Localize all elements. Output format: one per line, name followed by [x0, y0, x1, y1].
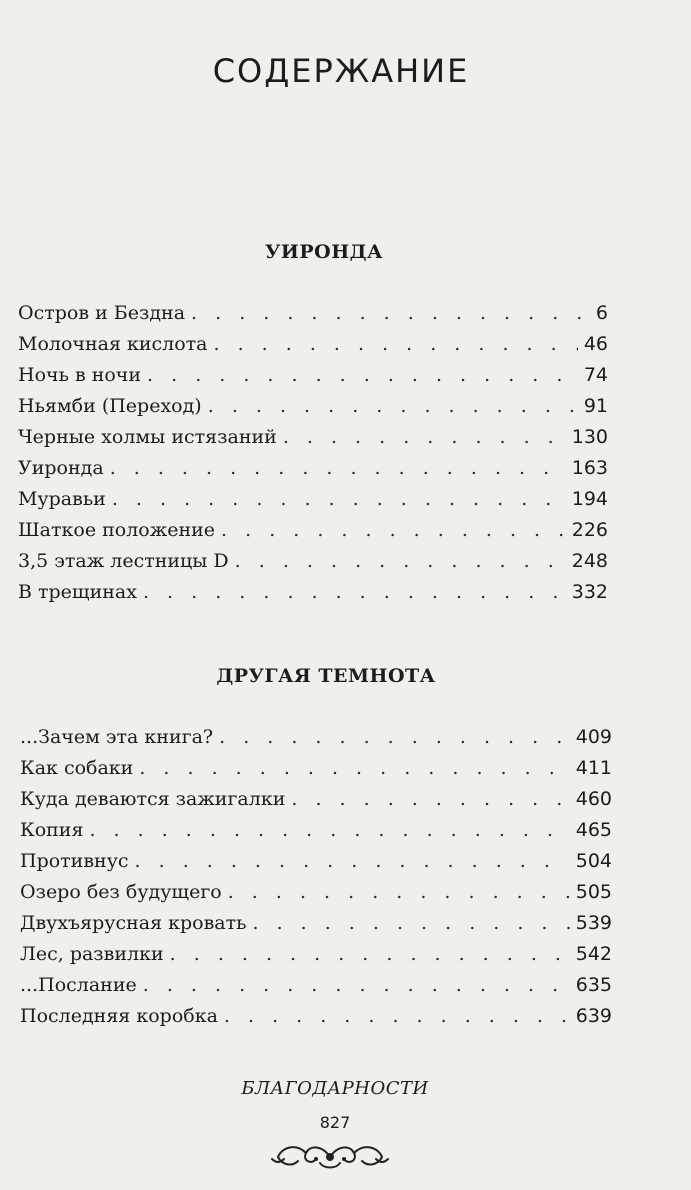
toc-entry-title: Как собаки: [20, 757, 134, 779]
leader-dots: [291, 784, 569, 815]
leader-dots: [110, 453, 566, 484]
toc-entry[interactable]: [20, 939, 612, 970]
toc-entry-title: Ньямби (Переход): [18, 395, 202, 417]
acknowledgements-page: 827: [319, 1113, 351, 1132]
toc-entry-page: 248: [571, 550, 608, 572]
leader-dots: [221, 515, 566, 546]
toc-entry-page: 505: [575, 881, 612, 903]
toc-entry-title: Копия: [20, 819, 84, 841]
toc-entry[interactable]: [18, 391, 608, 422]
leader-dots: [112, 484, 566, 515]
page-title: СОДЕРЖАНИЕ: [212, 52, 470, 90]
leader-dots: [143, 577, 566, 608]
toc-entry-title: Черные холмы истязаний: [18, 426, 277, 448]
toc-entry-title: Шаткое положение: [18, 519, 216, 541]
toc-entry-page: 542: [575, 943, 612, 965]
toc-entry[interactable]: [20, 846, 612, 877]
toc-entry[interactable]: [18, 515, 608, 546]
toc-entry-page: 465: [575, 819, 612, 841]
toc-entry[interactable]: [18, 577, 608, 608]
toc-list-other-darkness: [20, 722, 612, 1032]
toc-entry-title: Молочная кислота: [18, 333, 208, 355]
toc-entry[interactable]: [20, 753, 612, 784]
toc-entry[interactable]: [20, 877, 612, 908]
toc-entry[interactable]: [20, 784, 612, 815]
toc-entry-page: 539: [575, 912, 612, 934]
leader-dots: [143, 970, 570, 1001]
toc-entry[interactable]: [20, 908, 612, 939]
leader-dots: [235, 546, 566, 577]
toc-entry-title: Двухъярусная кровать: [20, 912, 247, 934]
leader-dots: [214, 329, 578, 360]
toc-entry-title: Озеро без будущего: [20, 881, 222, 903]
toc-entry-title: Куда деваются зажигалки: [20, 788, 286, 810]
leader-dots: [224, 1001, 570, 1032]
leader-dots: [283, 422, 566, 453]
toc-entry[interactable]: [20, 970, 612, 1001]
leader-dots: [208, 391, 578, 422]
toc-entry-title: Противнус: [20, 850, 129, 872]
toc-entry[interactable]: [20, 1001, 612, 1032]
toc-entry[interactable]: [18, 453, 608, 484]
section-title-uironda: УИРОНДА: [264, 241, 384, 263]
toc-entry[interactable]: [20, 815, 612, 846]
toc-entry[interactable]: [18, 360, 608, 391]
toc-entry[interactable]: [18, 329, 608, 360]
toc-entry-page: 639: [575, 1005, 612, 1027]
toc-entry-title: Остров и Бездна: [18, 302, 186, 324]
leader-dots: [170, 939, 570, 970]
toc-entry-title: ...Послание: [20, 974, 137, 996]
toc-entry-title: Уиронда: [18, 457, 104, 479]
leader-dots: [135, 846, 570, 877]
toc-entry-page: 332: [571, 581, 608, 603]
leader-dots: [228, 877, 570, 908]
leader-dots: [89, 815, 569, 846]
flourish-ornament-icon: [270, 1137, 390, 1177]
toc-entry-title: Ночь в ночи: [18, 364, 142, 386]
leader-dots: [147, 360, 578, 391]
toc-entry[interactable]: [20, 722, 612, 753]
toc-entry-title: Лес, развилки: [20, 943, 164, 965]
toc-list-uironda: [18, 298, 608, 608]
toc-entry[interactable]: [18, 298, 608, 329]
toc-entry-page: 411: [575, 757, 612, 779]
toc-entry-title: В трещинах: [18, 581, 137, 603]
toc-entry[interactable]: [18, 546, 608, 577]
toc-entry-page: 46: [583, 333, 608, 355]
leader-dots: [219, 722, 570, 753]
leader-dots: [191, 298, 590, 329]
toc-entry-page: 91: [583, 395, 608, 417]
toc-entry-page: 226: [571, 519, 608, 541]
toc-entry-title: ...Зачем эта книга?: [20, 726, 214, 748]
toc-entry-page: 635: [575, 974, 612, 996]
toc-entry-page: 194: [571, 488, 608, 510]
toc-entry-title: 3,5 этаж лестницы D: [18, 550, 229, 572]
toc-entry-page: 6: [595, 302, 608, 324]
toc-entry-page: 460: [575, 788, 612, 810]
toc-entry-page: 130: [571, 426, 608, 448]
toc-entry-page: 74: [583, 364, 608, 386]
toc-entry[interactable]: [18, 422, 608, 453]
toc-entry-title: Муравьи: [18, 488, 106, 510]
acknowledgements-entry[interactable]: БЛАГОДАРНОСТИ: [241, 1078, 429, 1099]
section-title-other-darkness: ДРУГАЯ ТЕМНОТА: [216, 665, 436, 687]
toc-entry-title: Последняя коробка: [20, 1005, 218, 1027]
leader-dots: [139, 753, 569, 784]
leader-dots: [252, 908, 569, 939]
toc-entry-page: 409: [575, 726, 612, 748]
toc-entry[interactable]: [18, 484, 608, 515]
toc-entry-page: 163: [571, 457, 608, 479]
toc-entry-page: 504: [575, 850, 612, 872]
